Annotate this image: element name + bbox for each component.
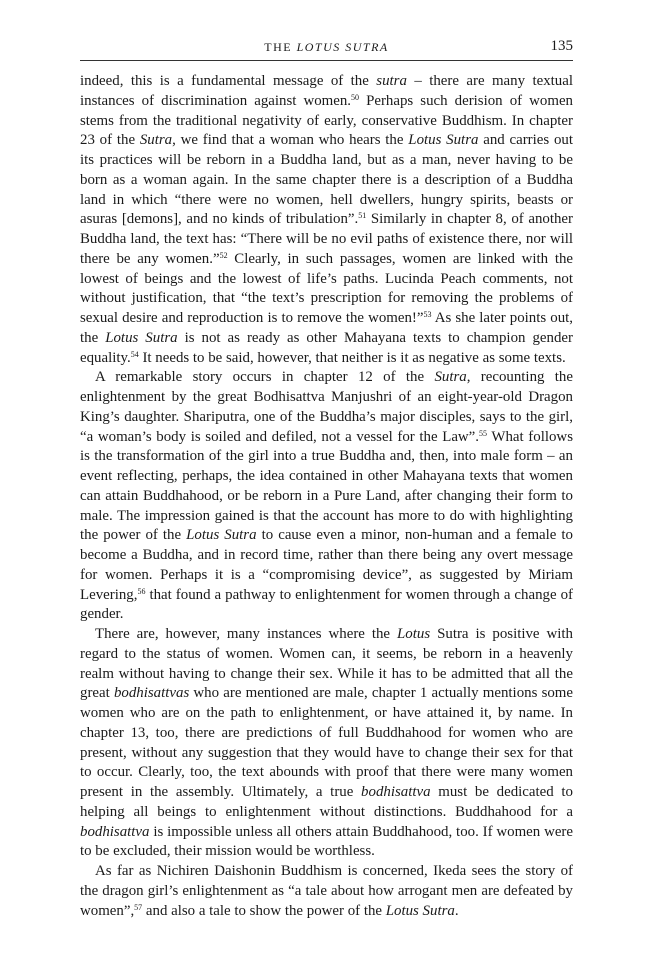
- footnote-ref: 54: [130, 349, 139, 359]
- text-run: must be dedicated to helping all beings to enlightenment without distinctions. Buddhahood for a: [80, 784, 573, 820]
- text-run: As far as Nichiren Daishonin Buddhism is concerned, Ikeda sees the story of the dragon girl’s enlightenment as “a tale about how arrogant men are defeated by women”,: [80, 863, 573, 919]
- text-run: .: [454, 902, 459, 919]
- text-run: is impossible unless all others attain Buddhahood, too. If women were to be excluded, their mission would be worthless.: [80, 823, 573, 860]
- footnote-ref: 53: [423, 310, 432, 319]
- footnote-ref: 51: [358, 211, 367, 221]
- italic-text: Lotus Sutra: [408, 132, 479, 149]
- text-run: and also a tale to show the power of the: [142, 902, 386, 919]
- running-head-title: [80, 40, 573, 55]
- footnote-ref: 52: [219, 250, 228, 260]
- page-number: 135: [550, 38, 573, 54]
- italic-text: bodhisattva: [361, 784, 431, 800]
- text-run: Sutra is positive with regard to the status of women. Women can, it seems, be reborn in a heavenly realm without having to change their sex. While it has to be admitted that all the great: [80, 626, 573, 702]
- text-run: What follows is the transformation of the girl into a true Buddha and, then, into male form – an event reflecting, perhaps, the idea contained in other Mahayana texts that women can attain Buddhahood, or be reborn in a Pure Land, after changing their form to male. The impression gained is that the account has more to do with highlighting the power of the: [80, 428, 573, 544]
- body-text: [80, 72, 573, 921]
- text-run: There are, however, many instances where the: [95, 626, 398, 642]
- text-run: and carries out its practices will be reborn in a Buddha land, but as a man, never having to be born as a woman again. In the same chapter there is a description of a Buddha land in which “there were no women, hell dwellers, hungry spirits, beasts or asuras [demons], and no kinds of tribulation”.: [80, 132, 573, 228]
- text-run: It needs to be said, however, that neither is it as negative as some texts.: [138, 349, 566, 366]
- paragraph: [80, 72, 573, 368]
- italic-text: Lotus Sutra: [186, 527, 257, 544]
- text-run: Similarly in chapter 8, of another Buddha land, the text has: “There will be no evil paths of existence there, nor will there be any women.”: [80, 211, 573, 267]
- running-head: [80, 38, 573, 61]
- paragraph: [80, 862, 573, 921]
- footnote-ref: 55: [479, 428, 488, 438]
- text-run: indeed, this is a fundamental message of the: [80, 73, 377, 89]
- italic-text: bodhisattva: [80, 823, 150, 840]
- running-head-title-italic: LOTUS SUTRA: [296, 40, 389, 54]
- text-run: As she later points out, the: [80, 310, 574, 346]
- footnote-ref: 57: [134, 902, 143, 912]
- text-run: Perhaps such derision of women stems from the traditional negativity of early, conservative Buddhism. In chapter 23 of the: [80, 92, 573, 149]
- text-run: A remarkable story occurs in chapter 12 of the: [95, 369, 435, 386]
- italic-text: Lotus: [397, 626, 431, 642]
- italic-text: bodhisattvas: [113, 685, 190, 702]
- running-head-title-prefix: THE: [264, 40, 297, 54]
- text-run: – there are many textual instances of discrimination against women.: [80, 73, 573, 109]
- paragraph: [80, 368, 573, 625]
- text-run: Clearly, in such passages, women are linked with the lowest of beings and the lowest of life’s paths. Lucinda Peach comments, not without justification, that “the text’s prescription for removing the problems of sexual desire and reproduction is to remove the women!”: [80, 250, 574, 326]
- text-run: , recounting the enlightenment by the great Bodhisattva Manjushri of an eight-year-old Dragon King’s daughter. Shariputra, one of the Buddha’s major disciples, says to the girl, “a woman’s body is soiled and defiled, not a vessel for the Law”.: [80, 369, 573, 445]
- text-run: is not as ready as other Mahayana texts to champion gender equality.: [80, 329, 573, 366]
- italic-text: Lotus Sutra: [105, 329, 178, 346]
- text-run: , we find that a woman who hears the: [172, 132, 409, 149]
- italic-text: sutra: [376, 73, 407, 89]
- text-run: to cause even a minor, non-human and a female to become a Buddha, and in record time, rather than there being any overt message for women. Perhaps it is a “compromising device”, as suggested by Miriam Levering,: [80, 527, 573, 603]
- text-run: who are mentioned are male, chapter 1 actually mentions some women who are on the path to enlightenment, or have attained it, by name. In chapter 13, too, there are predictions of full Buddhahood for women who are present, without any suggestion that they would have to change their sex for that to occur. Clearly, too, the text abounds with proof that there were many women present in the assembly. Ultimately, a true: [80, 685, 573, 800]
- footnote-ref: 56: [137, 586, 146, 596]
- italic-text: Lotus Sutra: [385, 902, 455, 919]
- footnote-ref: 50: [351, 92, 360, 102]
- text-run: that found a pathway to enlightenment for women through a change of gender.: [80, 586, 573, 623]
- italic-text: Sutra: [434, 369, 467, 386]
- paragraph: [80, 625, 573, 862]
- italic-text: Sutra: [139, 132, 173, 149]
